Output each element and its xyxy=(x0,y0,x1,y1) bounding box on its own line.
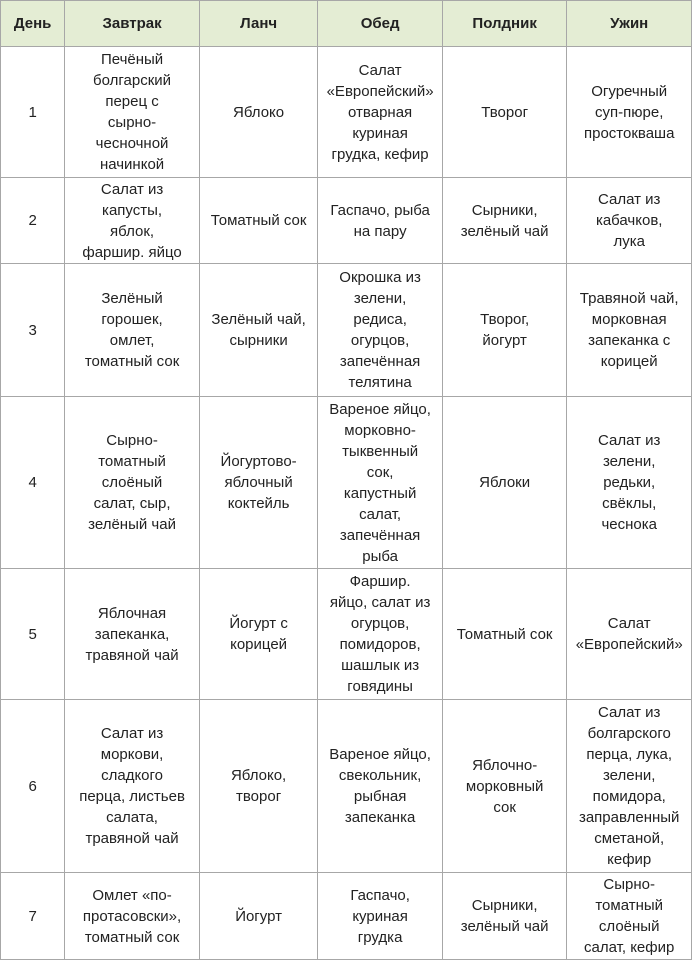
cell-day: 7 xyxy=(1,873,65,960)
cell-lunch: Йогурт xyxy=(199,873,318,960)
cell-breakfast: Сырно- томатный слоёный салат, сыр, зелёный чай xyxy=(65,397,200,569)
table-row xyxy=(1,47,692,178)
cell-breakfast: Салат из капусты, яблок, фаршир. яйцо xyxy=(65,178,200,264)
table-header-row xyxy=(1,1,692,47)
table-row xyxy=(1,569,692,700)
table-row xyxy=(1,178,692,264)
table-row xyxy=(1,873,692,960)
cell-day: 1 xyxy=(1,47,65,178)
cell-breakfast: Салат из моркови, сладкого перца, листьев салата, травяной чай xyxy=(65,700,200,873)
header-day: День xyxy=(1,1,65,47)
cell-day: 4 xyxy=(1,397,65,569)
cell-snack: Томатный сок xyxy=(442,569,567,700)
table-row xyxy=(1,397,692,569)
cell-snack: Яблочно- морковный сок xyxy=(442,700,567,873)
cell-supper: Огуречный суп-пюре, простокваша xyxy=(567,47,692,178)
cell-lunch: Томатный сок xyxy=(199,178,318,264)
cell-supper: Салат из кабачков, лука xyxy=(567,178,692,264)
cell-lunch: Йогурт с корицей xyxy=(199,569,318,700)
cell-day: 6 xyxy=(1,700,65,873)
cell-dinner: Вареное яйцо, свекольник, рыбная запеканка xyxy=(318,700,443,873)
header-supper: Ужин xyxy=(567,1,692,47)
cell-breakfast: Яблочная запеканка, травяной чай xyxy=(65,569,200,700)
cell-supper: Сырно- томатный слоёный салат, кефир xyxy=(567,873,692,960)
cell-day: 3 xyxy=(1,264,65,397)
header-breakfast: Завтрак xyxy=(65,1,200,47)
cell-snack: Творог, йогурт xyxy=(442,264,567,397)
table-row xyxy=(1,700,692,873)
header-snack: Полдник xyxy=(442,1,567,47)
cell-day: 2 xyxy=(1,178,65,264)
cell-breakfast: Зелёный горошек, омлет, томатный сок xyxy=(65,264,200,397)
cell-snack: Сырники, зелёный чай xyxy=(442,178,567,264)
cell-dinner: Фаршир. яйцо, салат из огурцов, помидоров, шашлык из говядины xyxy=(318,569,443,700)
header-lunch: Ланч xyxy=(199,1,318,47)
cell-breakfast: Омлет «по- протасовски», томатный сок xyxy=(65,873,200,960)
cell-lunch: Яблоко, творог xyxy=(199,700,318,873)
cell-snack: Сырники, зелёный чай xyxy=(442,873,567,960)
cell-dinner: Салат «Европейский» отварная куриная грудка, кефир xyxy=(318,47,443,178)
cell-dinner: Вареное яйцо, морковно- тыквенный сок, капустный салат, запечённая рыба xyxy=(318,397,443,569)
cell-snack: Яблоки xyxy=(442,397,567,569)
cell-dinner: Гаспачо, куриная грудка xyxy=(318,873,443,960)
cell-supper: Салат из зелени, редьки, свёклы, чеснока xyxy=(567,397,692,569)
header-dinner: Обед xyxy=(318,1,443,47)
cell-supper: Салат из болгарского перца, лука, зелени, помидора, заправленный сметаной, кефир xyxy=(567,700,692,873)
cell-snack: Творог xyxy=(442,47,567,178)
table-row xyxy=(1,264,692,397)
cell-dinner: Гаспачо, рыба на пару xyxy=(318,178,443,264)
cell-day: 5 xyxy=(1,569,65,700)
cell-supper: Травяной чай, морковная запеканка с корицей xyxy=(567,264,692,397)
cell-dinner: Окрошка из зелени, редиса, огурцов, запечённая телятина xyxy=(318,264,443,397)
cell-lunch: Йогуртово- яблочный коктейль xyxy=(199,397,318,569)
cell-lunch: Яблоко xyxy=(199,47,318,178)
cell-breakfast: Печёный болгарский перец с сырно- чесночной начинкой xyxy=(65,47,200,178)
cell-lunch: Зелёный чай, сырники xyxy=(199,264,318,397)
cell-supper: Салат «Европейский» xyxy=(567,569,692,700)
